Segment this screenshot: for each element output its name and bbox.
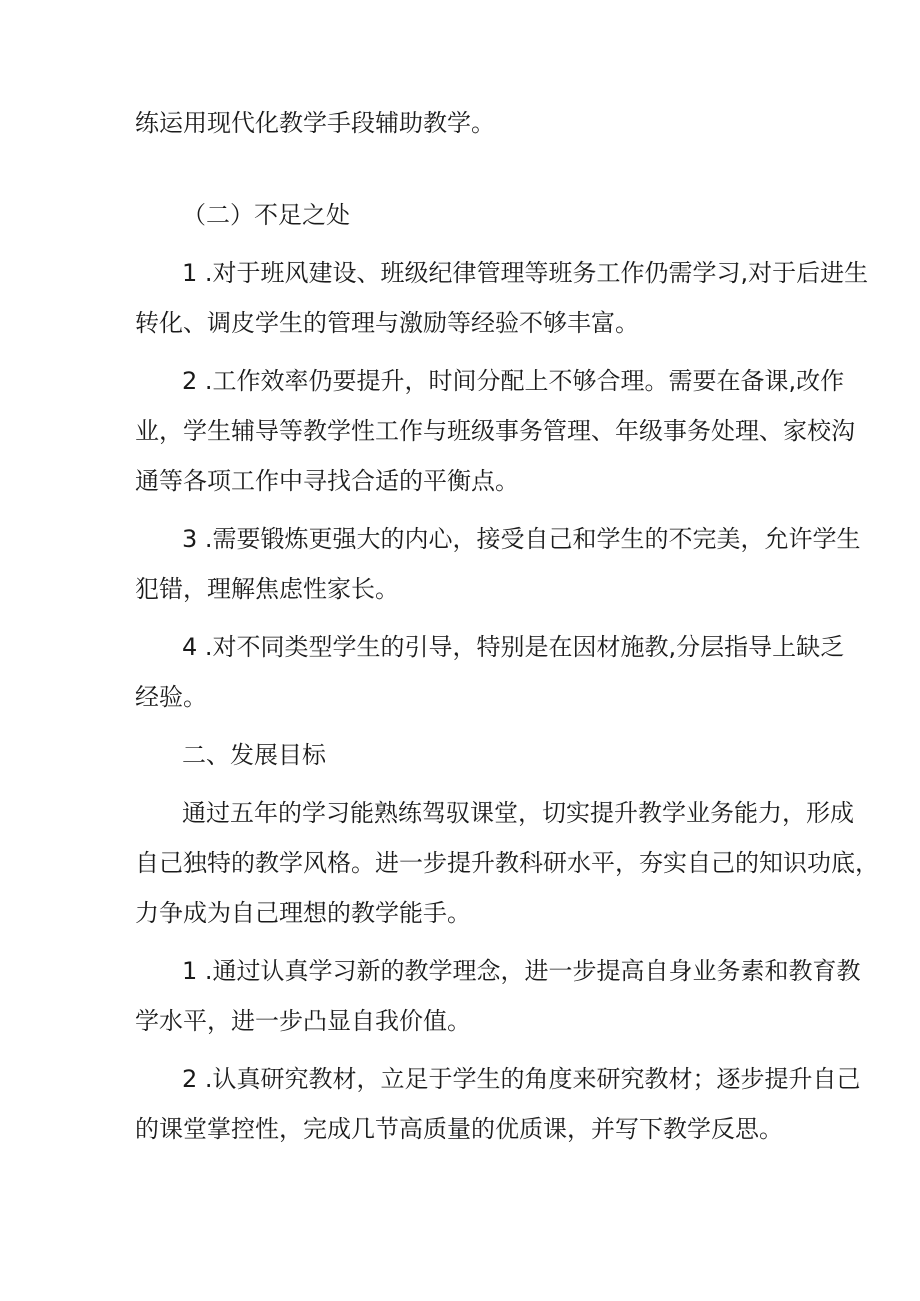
paragraph-line: 2 .工作效率仍要提升，时间分配上不够合理。需要在备课,改作 bbox=[182, 367, 845, 395]
section-heading: （二）不足之处 bbox=[182, 201, 350, 229]
paragraph-line: 业，学生辅导等教学性工作与班级事务管理、年级事务处理、家校沟 bbox=[135, 417, 855, 445]
paragraph-line: 通过五年的学习能熟练驾驭课堂，切实提升教学业务能力，形成 bbox=[182, 799, 854, 827]
paragraph-line: 1 .对于班风建设、班级纪律管理等班务工作仍需学习,对于后进生 bbox=[182, 259, 869, 287]
section-heading: 二、发展目标 bbox=[182, 741, 326, 769]
paragraph-line: 2 .认真研究教材，立足于学生的角度来研究教材；逐步提升自己 bbox=[182, 1065, 861, 1093]
paragraph-line: 犯错，理解焦虑性家长。 bbox=[135, 575, 399, 603]
paragraph-line: 4 .对不同类型学生的引导，特别是在因材施教,分层指导上缺乏 bbox=[182, 633, 845, 661]
paragraph-line: 转化、调皮学生的管理与激励等经验不够丰富。 bbox=[135, 309, 639, 337]
paragraph-line: 学水平，进一步凸显自我价值。 bbox=[135, 1007, 471, 1035]
paragraph-line: 3 .需要锻炼更强大的内心，接受自己和学生的不完美，允许学生 bbox=[182, 525, 861, 553]
paragraph-line: 练运用现代化教学手段辅助教学。 bbox=[135, 109, 495, 137]
paragraph-line: 自己独特的教学风格。进一步提升教科研水平，夯实自己的知识功底， bbox=[135, 849, 879, 877]
paragraph-line: 经验。 bbox=[135, 683, 207, 711]
paragraph-line: 通等各项工作中寻找合适的平衡点。 bbox=[135, 467, 519, 495]
paragraph-line: 1 .通过认真学习新的教学理念，进一步提高自身业务素和教育教 bbox=[182, 957, 861, 985]
paragraph-line: 力争成为自己理想的教学能手。 bbox=[135, 899, 471, 927]
paragraph-line: 的课堂掌控性，完成几节高质量的优质课，并写下教学反思。 bbox=[135, 1115, 783, 1143]
